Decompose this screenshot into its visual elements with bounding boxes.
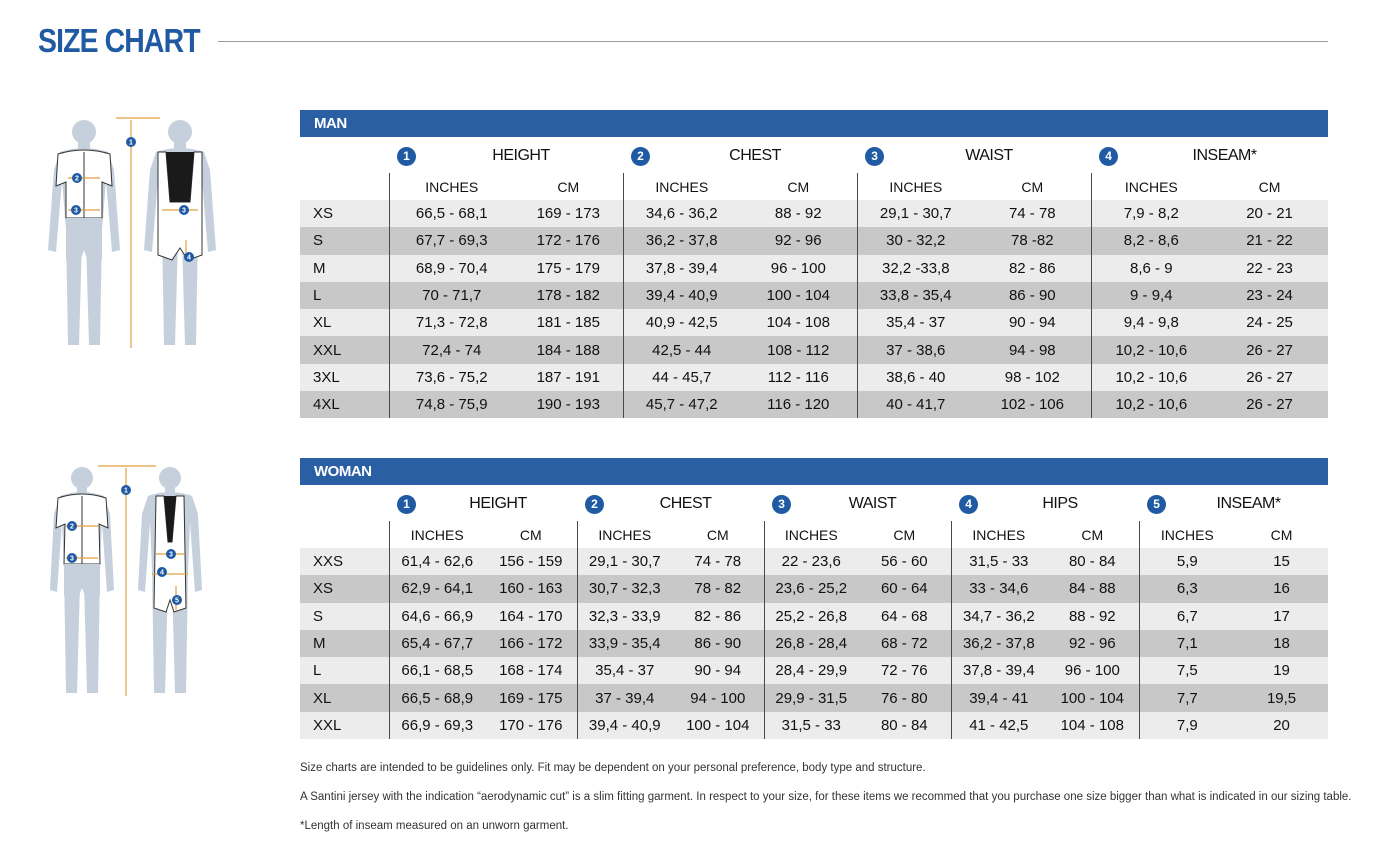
table-cell: 68,9 - 70,4 (389, 255, 514, 282)
woman-marker-2: 2 (70, 523, 74, 531)
man-unit-header: INCHES (857, 173, 974, 200)
table-cell: 38,6 - 40 (857, 364, 974, 391)
woman-size-table (300, 487, 1328, 739)
table-cell: 42,5 - 44 (623, 336, 740, 363)
table-cell: 7,5 (1139, 657, 1235, 684)
woman-group-number-badge: 1 (397, 495, 416, 514)
table-row (300, 684, 1328, 711)
man-marker-1: 1 (129, 139, 133, 147)
table-cell: 18 (1235, 630, 1328, 657)
table-cell: 164 - 170 (485, 603, 577, 630)
size-label: L (300, 657, 389, 684)
table-cell: 73,6 - 75,2 (389, 364, 514, 391)
size-label: 4XL (300, 391, 389, 418)
table-cell: 17 (1235, 603, 1328, 630)
man-unit-header: INCHES (389, 173, 514, 200)
size-label: XL (300, 309, 389, 336)
table-cell: 35,4 - 37 (857, 309, 974, 336)
woman-unit-header: CM (706, 526, 729, 543)
table-cell: 78 -82 (974, 227, 1091, 254)
table-cell: 45,7 - 47,2 (623, 391, 740, 418)
table-cell: 74 - 78 (974, 200, 1091, 227)
table-row (300, 630, 1328, 657)
table-cell: 84 - 88 (1046, 575, 1139, 602)
table-cell: 96 - 100 (1046, 657, 1139, 684)
table-cell: 62,9 - 64,1 (389, 575, 485, 602)
table-cell: 34,7 - 36,2 (951, 603, 1046, 630)
table-cell: 7,9 (1139, 712, 1235, 739)
man-group-number-badge: 2 (631, 147, 650, 166)
table-cell: 86 - 90 (672, 630, 764, 657)
woman-unit-header: INCHES (1139, 521, 1235, 548)
man-group-number-badge: 4 (1099, 147, 1118, 166)
table-cell: 31,5 - 33 (764, 712, 858, 739)
size-label: XXS (300, 548, 389, 575)
table-cell: 80 - 84 (1046, 548, 1139, 575)
table-cell: 100 - 104 (1046, 684, 1139, 711)
table-row (300, 227, 1328, 254)
table-cell: 74 - 78 (672, 548, 764, 575)
woman-marker-1: 1 (124, 487, 128, 495)
title-divider (218, 41, 1328, 42)
table-cell: 6,7 (1139, 603, 1235, 630)
table-cell: 24 - 25 (1211, 309, 1328, 336)
table-cell: 184 - 188 (514, 336, 623, 363)
table-cell: 156 - 159 (485, 548, 577, 575)
table-cell: 39,4 - 40,9 (623, 282, 740, 309)
table-cell: 10,2 - 10,6 (1091, 336, 1211, 363)
table-cell: 76 - 80 (858, 684, 951, 711)
table-cell: 9 - 9,4 (1091, 282, 1211, 309)
size-label: M (300, 255, 389, 282)
table-cell: 168 - 174 (485, 657, 577, 684)
man-marker-2: 2 (75, 175, 79, 183)
table-cell: 68 - 72 (858, 630, 951, 657)
table-cell: 33 - 34,6 (951, 575, 1046, 602)
page-title: SIZE CHART (38, 22, 200, 59)
table-cell: 40,9 - 42,5 (623, 309, 740, 336)
table-cell: 39,4 - 40,9 (577, 712, 672, 739)
table-cell: 33,9 - 35,4 (577, 630, 672, 657)
table-cell: 20 - 21 (1211, 200, 1328, 227)
table-cell: 10,2 - 10,6 (1091, 391, 1211, 418)
man-group-number-badge: 3 (865, 147, 884, 166)
table-cell: 169 - 175 (485, 684, 577, 711)
table-cell: 82 - 86 (672, 603, 764, 630)
table-cell: 61,4 - 62,6 (389, 548, 485, 575)
table-cell: 160 - 163 (485, 575, 577, 602)
table-cell: 25,2 - 26,8 (764, 603, 858, 630)
table-row (300, 364, 1328, 391)
table-cell: 15 (1235, 548, 1328, 575)
woman-group-label: INSEAM* (1216, 495, 1281, 512)
table-cell: 20 (1235, 712, 1328, 739)
table-cell: 36,2 - 37,8 (951, 630, 1046, 657)
table-cell: 7,1 (1139, 630, 1235, 657)
table-cell: 30,7 - 32,3 (577, 575, 672, 602)
table-cell: 74,8 - 75,9 (389, 391, 514, 418)
table-cell: 90 - 94 (672, 657, 764, 684)
table-cell: 65,4 - 67,7 (389, 630, 485, 657)
table-cell: 31,5 - 33 (951, 548, 1046, 575)
table-cell: 178 - 182 (514, 282, 623, 309)
man-marker-3-back: 3 (182, 207, 186, 215)
note-aerodynamic-cut: A Santini jersey with the indication “aerodynamic cut” is a slim fitting garment. In respect to your size, for these items we recommed that you purchase one size bigger than what is indicated in our sizing table. (300, 791, 1352, 803)
size-label: S (300, 603, 389, 630)
man-unit-header: CM (1258, 178, 1281, 195)
size-label: XXL (300, 712, 389, 739)
table-cell: 40 - 41,7 (857, 391, 974, 418)
table-cell: 33,8 - 35,4 (857, 282, 974, 309)
woman-unit-header-row (300, 521, 1328, 548)
table-cell: 181 - 185 (514, 309, 623, 336)
table-cell: 23,6 - 25,2 (764, 575, 858, 602)
table-row (300, 575, 1328, 602)
woman-group-label: CHEST (659, 495, 712, 512)
table-cell: 86 - 90 (974, 282, 1091, 309)
woman-group-label: WAIST (848, 495, 897, 512)
table-cell: 66,5 - 68,1 (389, 200, 514, 227)
woman-unit-header: CM (519, 526, 542, 543)
table-cell: 9,4 - 9,8 (1091, 309, 1211, 336)
table-cell: 32,2 -33,8 (857, 255, 974, 282)
table-cell: 96 - 100 (740, 255, 857, 282)
woman-unit-header: CM (893, 526, 916, 543)
woman-group-label: HIPS (1042, 495, 1078, 512)
table-row (300, 309, 1328, 336)
table-cell: 35,4 - 37 (577, 657, 672, 684)
table-cell: 60 - 64 (858, 575, 951, 602)
woman-unit-header: INCHES (389, 521, 485, 548)
man-group-2 (857, 139, 1091, 173)
table-cell: 67,7 - 69,3 (389, 227, 514, 254)
man-unit-header-row (300, 173, 1328, 200)
woman-group-number-badge: 5 (1147, 495, 1166, 514)
table-cell: 26 - 27 (1211, 364, 1328, 391)
table-cell: 16 (1235, 575, 1328, 602)
table-cell: 71,3 - 72,8 (389, 309, 514, 336)
man-unit-header: CM (787, 178, 810, 195)
table-row (300, 391, 1328, 418)
table-cell: 37,8 - 39,4 (623, 255, 740, 282)
woman-group-header-row (300, 487, 1328, 521)
woman-unit-header: INCHES (577, 521, 672, 548)
woman-group-3 (951, 487, 1139, 521)
man-measurement-figure (40, 110, 230, 355)
woman-unit-header: INCHES (951, 521, 1046, 548)
table-cell: 170 - 176 (485, 712, 577, 739)
table-cell: 10,2 - 10,6 (1091, 364, 1211, 391)
man-group-header-row (300, 139, 1328, 173)
table-cell: 90 - 94 (974, 309, 1091, 336)
man-unit-header: CM (1021, 178, 1044, 195)
table-cell: 29,1 - 30,7 (577, 548, 672, 575)
woman-group-1 (577, 487, 764, 521)
table-cell: 92 - 96 (740, 227, 857, 254)
table-cell: 94 - 98 (974, 336, 1091, 363)
table-cell: 98 - 102 (974, 364, 1091, 391)
table-row (300, 282, 1328, 309)
woman-section-header: WOMAN (300, 458, 1328, 485)
woman-measurement-figure (40, 458, 220, 703)
table-cell: 66,1 - 68,5 (389, 657, 485, 684)
table-cell: 72,4 - 74 (389, 336, 514, 363)
table-cell: 26,8 - 28,4 (764, 630, 858, 657)
table-cell: 8,6 - 9 (1091, 255, 1211, 282)
size-label: XL (300, 684, 389, 711)
table-row (300, 255, 1328, 282)
table-cell: 190 - 193 (514, 391, 623, 418)
woman-group-0 (389, 487, 577, 521)
table-cell: 102 - 106 (974, 391, 1091, 418)
table-cell: 66,9 - 69,3 (389, 712, 485, 739)
man-group-1 (623, 139, 857, 173)
table-cell: 29,9 - 31,5 (764, 684, 858, 711)
man-size-table (300, 139, 1328, 418)
table-cell: 23 - 24 (1211, 282, 1328, 309)
table-row (300, 657, 1328, 684)
woman-group-2 (764, 487, 951, 521)
table-cell: 66,5 - 68,9 (389, 684, 485, 711)
size-label: L (300, 282, 389, 309)
woman-group-label: HEIGHT (469, 495, 527, 512)
table-cell: 22 - 23 (1211, 255, 1328, 282)
size-label: XXL (300, 336, 389, 363)
table-cell: 72 - 76 (858, 657, 951, 684)
table-cell: 78 - 82 (672, 575, 764, 602)
table-cell: 169 - 173 (514, 200, 623, 227)
table-cell: 41 - 42,5 (951, 712, 1046, 739)
table-row (300, 336, 1328, 363)
table-cell: 26 - 27 (1211, 336, 1328, 363)
table-cell: 166 - 172 (485, 630, 577, 657)
table-cell: 44 - 45,7 (623, 364, 740, 391)
table-row (300, 548, 1328, 575)
table-cell: 19 (1235, 657, 1328, 684)
table-row (300, 603, 1328, 630)
table-cell: 80 - 84 (858, 712, 951, 739)
man-group-label: INSEAM* (1192, 147, 1257, 164)
table-cell: 5,9 (1139, 548, 1235, 575)
man-section-header: MAN (300, 110, 1328, 137)
man-unit-header: INCHES (1091, 173, 1211, 200)
woman-group-4 (1139, 487, 1328, 521)
man-group-number-badge: 1 (397, 147, 416, 166)
table-cell: 94 - 100 (672, 684, 764, 711)
table-cell: 7,7 (1139, 684, 1235, 711)
table-cell: 29,1 - 30,7 (857, 200, 974, 227)
woman-marker-3-back: 3 (169, 551, 173, 559)
table-cell: 172 - 176 (514, 227, 623, 254)
woman-group-number-badge: 3 (772, 495, 791, 514)
table-cell: 36,2 - 37,8 (623, 227, 740, 254)
note-inseam: *Length of inseam measured on an unworn garment. (300, 820, 569, 832)
man-marker-3-front: 3 (74, 207, 78, 215)
table-cell: 7,9 - 8,2 (1091, 200, 1211, 227)
table-cell: 82 - 86 (974, 255, 1091, 282)
man-group-label: HEIGHT (492, 147, 550, 164)
woman-group-number-badge: 4 (959, 495, 978, 514)
table-cell: 92 - 96 (1046, 630, 1139, 657)
table-cell: 100 - 104 (740, 282, 857, 309)
man-unit-header: INCHES (623, 173, 740, 200)
table-row (300, 200, 1328, 227)
note-guidelines: Size charts are intended to be guidelines only. Fit may be dependent on your personal preference, body type and structure. (300, 762, 926, 774)
table-cell: 6,3 (1139, 575, 1235, 602)
man-group-0 (389, 139, 623, 173)
table-cell: 108 - 112 (740, 336, 857, 363)
size-label: XS (300, 575, 389, 602)
table-cell: 19,5 (1235, 684, 1328, 711)
woman-marker-3-front: 3 (70, 555, 74, 563)
table-cell: 8,2 - 8,6 (1091, 227, 1211, 254)
man-group-3 (1091, 139, 1328, 173)
woman-group-number-badge: 2 (585, 495, 604, 514)
table-cell: 37,8 - 39,4 (951, 657, 1046, 684)
table-cell: 104 - 108 (740, 309, 857, 336)
man-group-label: CHEST (729, 147, 781, 164)
woman-marker-4: 4 (160, 569, 164, 577)
woman-marker-5: 5 (175, 597, 179, 605)
size-label: 3XL (300, 364, 389, 391)
table-cell: 22 - 23,6 (764, 548, 858, 575)
table-cell: 37 - 38,6 (857, 336, 974, 363)
table-cell: 64,6 - 66,9 (389, 603, 485, 630)
table-cell: 37 - 39,4 (577, 684, 672, 711)
woman-unit-header: INCHES (764, 521, 858, 548)
man-group-label: WAIST (965, 147, 1013, 164)
table-cell: 100 - 104 (672, 712, 764, 739)
table-cell: 88 - 92 (1046, 603, 1139, 630)
woman-unit-header: CM (1081, 526, 1104, 543)
table-cell: 21 - 22 (1211, 227, 1328, 254)
table-cell: 175 - 179 (514, 255, 623, 282)
man-marker-4: 4 (187, 254, 191, 262)
man-unit-header: CM (557, 178, 580, 195)
table-cell: 26 - 27 (1211, 391, 1328, 418)
table-cell: 34,6 - 36,2 (623, 200, 740, 227)
size-label: S (300, 227, 389, 254)
table-cell: 187 - 191 (514, 364, 623, 391)
table-cell: 112 - 116 (740, 364, 857, 391)
table-cell: 64 - 68 (858, 603, 951, 630)
table-cell: 32,3 - 33,9 (577, 603, 672, 630)
table-cell: 70 - 71,7 (389, 282, 514, 309)
table-cell: 104 - 108 (1046, 712, 1139, 739)
table-cell: 116 - 120 (740, 391, 857, 418)
table-row (300, 712, 1328, 739)
table-cell: 56 - 60 (858, 548, 951, 575)
size-label: M (300, 630, 389, 657)
woman-unit-header: CM (1270, 526, 1293, 543)
table-cell: 30 - 32,2 (857, 227, 974, 254)
table-cell: 28,4 - 29,9 (764, 657, 858, 684)
size-label: XS (300, 200, 389, 227)
table-cell: 39,4 - 41 (951, 684, 1046, 711)
table-cell: 88 - 92 (740, 200, 857, 227)
